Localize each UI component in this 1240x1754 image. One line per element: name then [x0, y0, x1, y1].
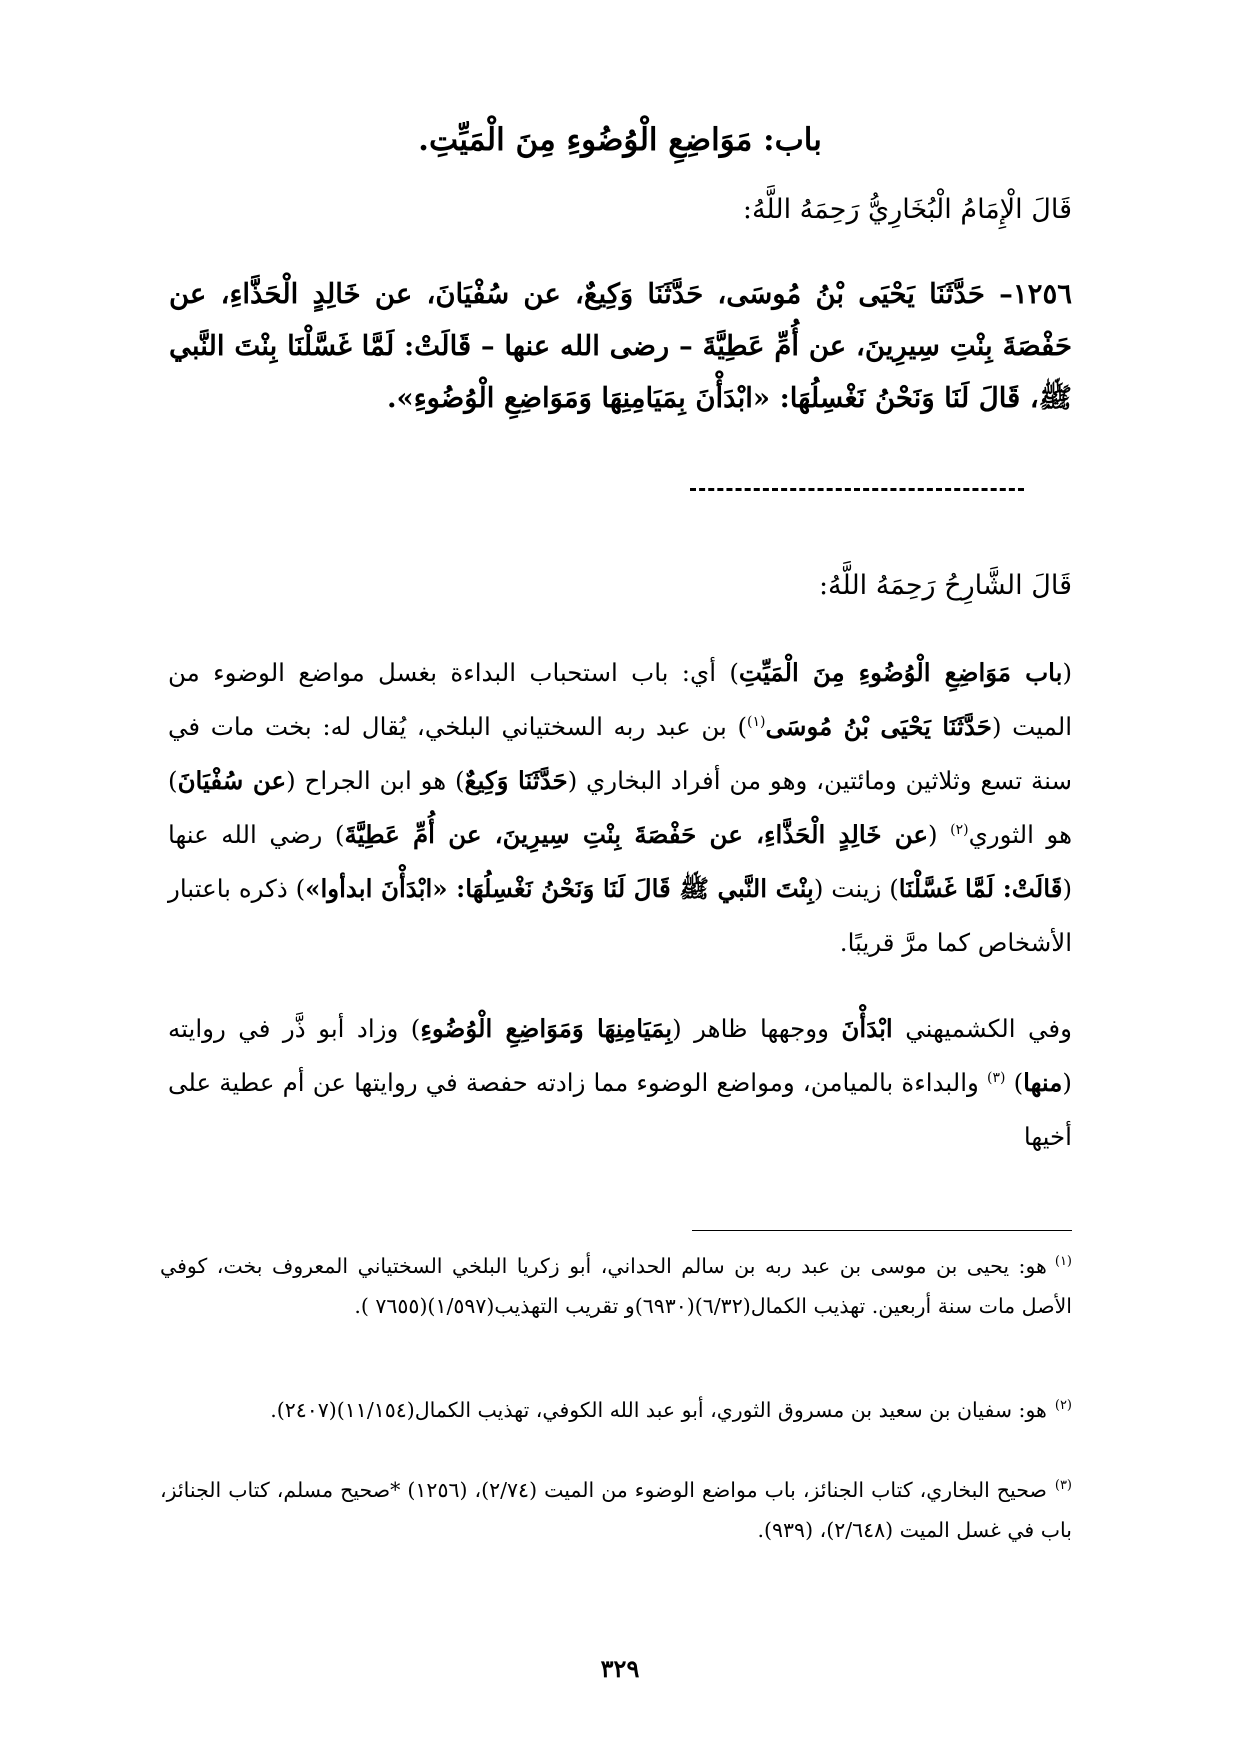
commentary-bold: بِمَيَامِنِهَا وَمَوَاضِعِ الْوُضُوءِ — [420, 1014, 673, 1043]
commentary-bold: عن خَالِدٍ الْحَذَّاءِ، عن حَفْصَةَ بِنْتِ سِيرِينَ، عن أُمِّ عَطِيَّةَ — [344, 820, 928, 849]
footnote-ref-1[interactable]: (١) — [747, 713, 766, 730]
commentary-text: ) ذكره باعتبار الأشخاص كما مرَّ قريبًا. — [168, 874, 1072, 957]
commentary-bold: عن سُفْيَانَ — [177, 766, 287, 795]
commentary-text: ووجهها ظاهر ( — [672, 1014, 842, 1043]
commentary-bold: منها — [1023, 1068, 1063, 1097]
footnote-2 — [160, 1390, 1072, 1430]
commentary-bold: بِنْتَ النَّبي ﷺ قَالَ لَنَا وَنَحْنُ نَغْسِلُهَا: «ابْدَأْنَ ابدأوا» — [305, 874, 814, 903]
commentary-text: ) — [1005, 1068, 1024, 1097]
imam-bukhari-intro: قَالَ الْإِمَامُ الْبُخَارِيُّ رَحِمَهُ اللَّهُ: — [742, 194, 1072, 225]
commentary-paragraph-2 — [168, 1002, 1072, 1164]
commentary-bold: حَدَّثَنَا وَكِيعٌ — [464, 766, 568, 795]
commentary-bold: قَالَتْ: لَمَّا غَسَّلْنَا — [898, 874, 1063, 903]
commentary-text: والبداءة بالميامن، ومواضع الوضوء مما زادته حفصة في روايتها عن أم عطية على أخيها — [168, 1068, 1072, 1151]
footnote-text: هو: يحيى بن موسى بن عبد ربه بن سالم الحداني، أبو زكريا البلخي السختياني المعروف بخت، كوفي الأصل مات سنة أربعين. تهذيب الكمال(٦/٣٢)(٦٩٣٠)و تقريب التهذيب(١/٥٩٧)(٧٦٥٥ ). — [160, 1254, 1072, 1318]
commentary-text: ( — [928, 820, 951, 849]
footnote-number: (٣) — [1054, 1478, 1072, 1494]
commentary-text: ( — [1062, 658, 1073, 687]
footnote-number: (٢) — [1054, 1398, 1072, 1414]
footnote-ref-3[interactable]: (٣) — [987, 1069, 1006, 1086]
chapter-title: باب: مَوَاضِعِ الْوُضُوءِ مِنَ الْمَيِّتِ. — [418, 122, 822, 158]
commentary-text: ) هو ابن الجراح ( — [286, 766, 465, 795]
commentary-text: وفي الكشميهني — [892, 1014, 1072, 1043]
section-divider — [690, 488, 1024, 491]
commentator-intro: قَالَ الشَّارِحُ رَحِمَهُ اللَّهُ: — [818, 570, 1072, 601]
page-number: ٣٢٩ — [600, 1654, 640, 1683]
commentary-text: ) بن عبد ربه السختياني البلخي، يُقال له: بخت مات في سنة تسع وثلاثين ومائتين، وهو من أفراد البخاري ( — [168, 712, 1073, 795]
commentary-text: ) رضي الله عنها ( — [168, 820, 1073, 903]
commentary-bold: حَدَّثَنَا يَحْيَى بْنُ مُوسَى — [765, 712, 992, 741]
footnote-3 — [160, 1470, 1072, 1550]
commentary-paragraph-1 — [168, 646, 1072, 970]
footnote-text: هو: سفيان بن سعيد بن مسروق الثوري، أبو عبد الله الكوفي، تهذيب الكمال(١١/١٥٤)(٢٤٠٧). — [270, 1398, 1047, 1422]
footnote-1 — [160, 1246, 1072, 1326]
commentary-bold: باب مَوَاضِعِ الْوُضُوءِ مِنَ الْمَيِّتِ — [738, 658, 1063, 687]
footnote-text: صحيح البخاري، كتاب الجنائز، باب مواضع الوضوء من الميت (٢/٧٤)، (١٢٥٦) *صحيح مسلم، كتاب الجنائز، باب في غسل الميت (٢/٦٤٨)، (٩٣٩). — [160, 1478, 1072, 1542]
footnote-ref-2[interactable]: (٢) — [950, 821, 969, 838]
footnote-number: (١) — [1054, 1254, 1072, 1270]
commentary-text: ) أي: باب استحباب البداءة بغسل مواضع الوضوء من الميت ( — [168, 658, 1073, 741]
commentary-bold: ابْدَأْنَ — [841, 1014, 893, 1043]
footnote-separator — [692, 1230, 1072, 1231]
commentary-text: ) وزاد أبو ذَّر في روايته ( — [168, 1014, 1072, 1097]
hadith-text: ١٢٥٦– حَدَّثَنَا يَحْيَى بْنُ مُوسَى، حَدَّثَنَا وَكِيعٌ، عن سُفْيَانَ، عن خَالِدٍ الْحَذَّاءِ، عن حَفْصَةَ بِنْتِ سِيرِينَ، عن أُمِّ عَطِيَّةَ – رضى الله عنها – قَالَتْ: لَمَّا غَسَّلْنَا بِنْتَ النَّبي ﷺ، قَالَ لَنَا وَنَحْنُ نَغْسِلُهَا: «ابْدَأْنَ بِمَيَامِنِهَا وَمَوَاضِعِ الْوُضُوءِ». — [169, 278, 1072, 414]
commentary-text: ) زينت ( — [813, 874, 899, 903]
commentary-text: ) هو الثوري — [168, 766, 1072, 849]
